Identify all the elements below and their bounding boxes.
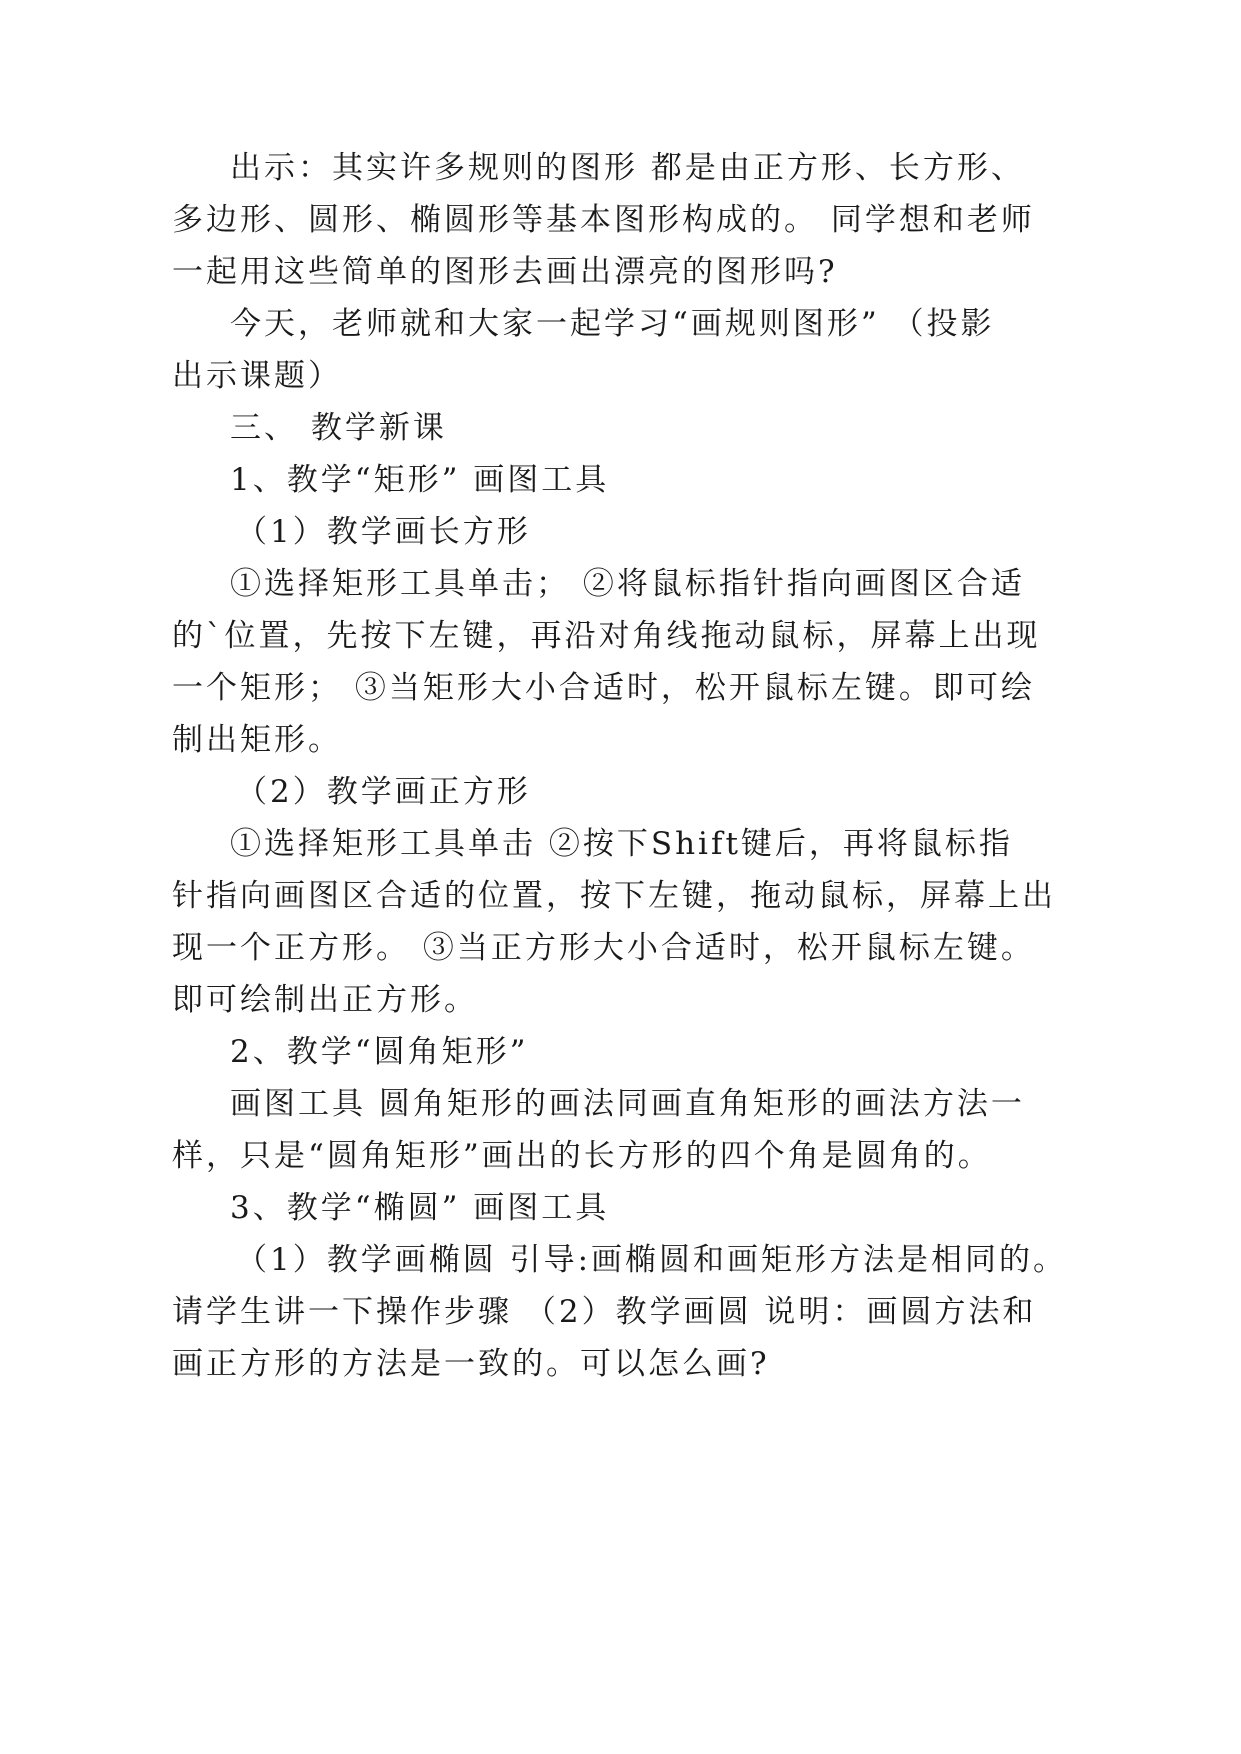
text-line: ①选择矩形工具单击； ②将鼠标指针指向画图区合适 bbox=[230, 566, 1025, 602]
subsection-heading: （2）教学画正方形 bbox=[236, 774, 531, 810]
text-line: 的`位置，先按下左键，再沿对角线拖动鼠标，屏幕上出现 bbox=[172, 618, 1041, 654]
text-line: （1）教学画椭圆 引导:画椭圆和画矩形方法是相同的。 bbox=[236, 1242, 1068, 1278]
text-line: 针指向画图区合适的位置，按下左键，拖动鼠标，屏幕上出 bbox=[172, 878, 1056, 914]
subsection-heading: 3、教学“椭圆” 画图工具 bbox=[230, 1190, 610, 1226]
text-line: 制出矩形。 bbox=[172, 722, 342, 758]
text-line: 一起用这些简单的图形去画出漂亮的图形吗? bbox=[172, 254, 838, 290]
text-line: 一个矩形； ③当矩形大小合适时，松开鼠标左键。即可绘 bbox=[172, 670, 1035, 706]
text-line: 画正方形的方法是一致的。可以怎么画? bbox=[172, 1346, 770, 1382]
text-line: 出示：其实许多规则的图形 都是由正方形、长方形、 bbox=[230, 150, 1025, 186]
section-heading: 三、 教学新课 bbox=[230, 410, 447, 446]
text-line: 今天，老师就和大家一起学习“画规则图形” （投影 bbox=[230, 306, 995, 342]
text-line: 样，只是“圆角矩形”画出的长方形的四个角是圆角的。 bbox=[172, 1138, 992, 1174]
text-line: 现一个正方形。 ③当正方形大小合适时，松开鼠标左键。 bbox=[172, 930, 1035, 966]
subsection-heading: 1、教学“矩形” 画图工具 bbox=[230, 462, 610, 498]
text-line: 出示课题） bbox=[172, 358, 342, 394]
text-line: 画图工具 圆角矩形的画法同画直角矩形的画法方法一 bbox=[230, 1086, 1025, 1122]
subsection-heading: （1）教学画长方形 bbox=[236, 514, 531, 550]
subsection-heading: 2、教学“圆角矩形” bbox=[230, 1034, 529, 1070]
text-line: 即可绘制出正方形。 bbox=[172, 982, 478, 1018]
text-line: 请学生讲一下操作步骤 （2）教学画圆 说明：画圆方法和 bbox=[172, 1294, 1037, 1330]
text-line: ①选择矩形工具单击 ②按下Shift键后，再将鼠标指 bbox=[230, 826, 1013, 862]
text-line: 多边形、圆形、椭圆形等基本图形构成的。 同学想和老师 bbox=[172, 202, 1035, 238]
